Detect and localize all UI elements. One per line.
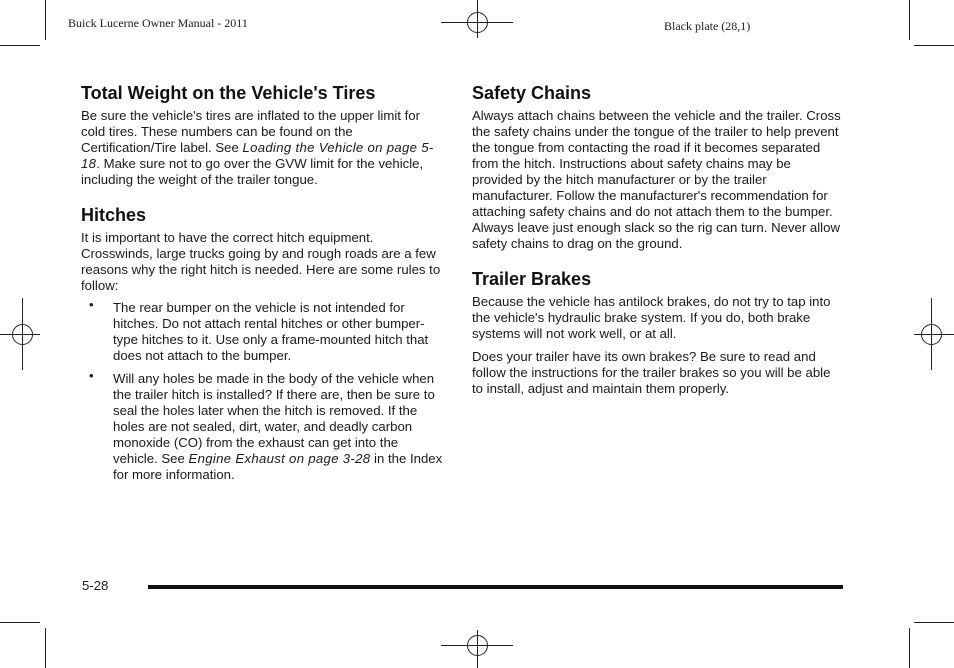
section-hitches bbox=[81, 204, 446, 483]
registration-mark-bottom bbox=[441, 630, 513, 668]
section-heading: Trailer Brakes bbox=[472, 269, 592, 289]
cross-reference[interactable]: Engine Exhaust on page 3-28 bbox=[188, 451, 371, 466]
bullet-icon: • bbox=[89, 368, 94, 383]
running-header-plate: Black plate (28,1) bbox=[664, 19, 751, 33]
cross-reference[interactable]: Loading the Vehicle on page 5-18 bbox=[81, 140, 434, 171]
section-safety-chains bbox=[472, 82, 842, 252]
body-text: Be sure the vehicle's tires are inflated to the upper limit for cold tires. These numbers can be found on the Certification/Tire label. See bbox=[81, 108, 420, 155]
list-item bbox=[81, 368, 446, 483]
registration-mark-top bbox=[441, 0, 513, 38]
footer-rule bbox=[148, 585, 843, 589]
list-item-text: The rear bumper on the vehicle is not intended for hitches. Do not attach rental hitches or other bumper-type hitches to it. Use only a frame-mounted hitch that does not attach to the bumper. bbox=[113, 300, 429, 363]
registration-mark-left bbox=[0, 298, 40, 370]
section-intro: It is important to have the correct hitch equipment. Crosswinds, large trucks going by and rough roads are a few reasons why the right hitch is needed. Here are some rules to follow: bbox=[81, 230, 441, 293]
section-trailer-brakes bbox=[472, 268, 842, 397]
section-body: Always attach chains between the vehicle and the trailer. Cross the safety chains under the tongue of the trailer to help prevent the tongue from contacting the road if it becomes separated from the hitch. Instructions about safety chains may be provided by the hitch manufacturer or by the trailer manufacturer. Follow the manufacturer's recommendation for attaching safety chains and do not attach them to the bumper. Always leave just enough slack so the rig can turn. Never allow safety chains to drag on the ground. bbox=[472, 108, 841, 251]
section-total-weight bbox=[81, 82, 446, 188]
section-heading: Hitches bbox=[81, 205, 147, 225]
section-paragraph: Because the vehicle has antilock brakes, do not try to tap into the vehicle's hydraulic brake system. If you do, both brake systems will not work well, or at all. bbox=[472, 294, 831, 341]
section-heading: Safety Chains bbox=[472, 83, 592, 103]
bullet-icon: • bbox=[89, 297, 94, 312]
left-column bbox=[81, 82, 446, 483]
section-heading: Total Weight on the Vehicle's Tires bbox=[81, 83, 376, 103]
registration-mark-right bbox=[914, 298, 954, 370]
rules-list bbox=[81, 297, 446, 483]
right-column bbox=[472, 82, 842, 397]
list-item-text: in the Index for more information. bbox=[113, 451, 443, 482]
section-paragraph: Does your trailer have its own brakes? Be sure to read and follow the instructions for the trailer brakes so you will be able to install, adjust and maintain them properly. bbox=[472, 349, 831, 396]
running-header-title: Buick Lucerne Owner Manual - 2011 bbox=[68, 16, 248, 30]
list-item-text: Will any holes be made in the body of the vehicle when the trailer hitch is installed? If there are, then be sure to seal the holes later when the hitch is removed. If the holes are not sealed, dirt, water, and deadly carbon monoxide (CO) from the exhaust can get into the vehicle. See bbox=[113, 371, 435, 466]
body-text: . Make sure not to go over the GVW limit for the vehicle, including the weight of the trailer tongue. bbox=[81, 156, 424, 187]
page-number: 5-28 bbox=[82, 578, 109, 593]
list-item bbox=[81, 297, 446, 364]
section-body bbox=[81, 108, 446, 188]
